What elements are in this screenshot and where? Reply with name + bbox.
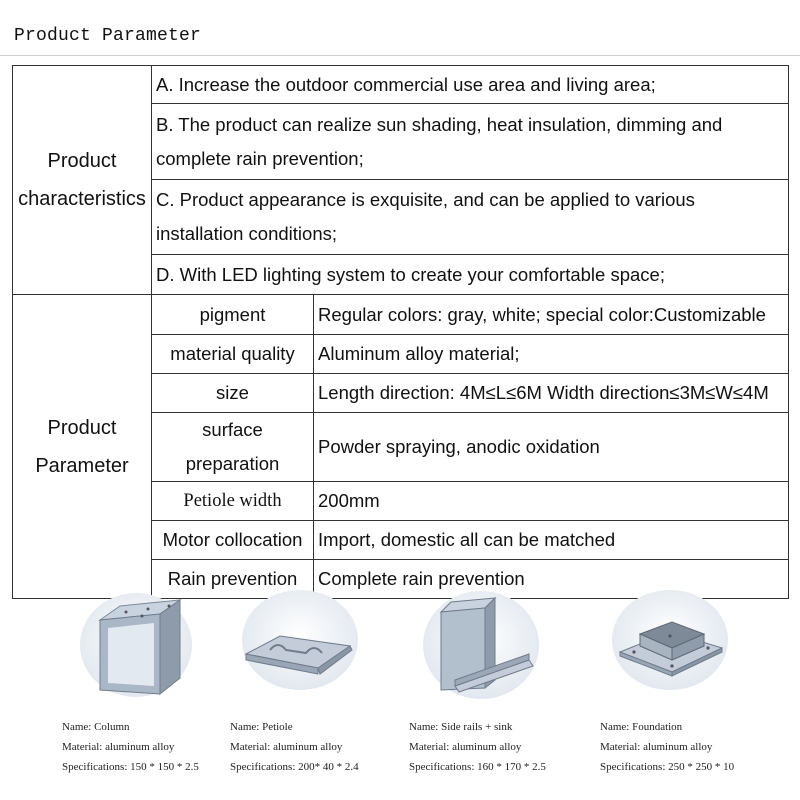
param-value: Regular colors: gray, white; special color:Customizable (314, 295, 789, 335)
page-title: Product Parameter (14, 26, 202, 46)
param-name: Rain prevention (152, 560, 314, 599)
param-value: 200mm (314, 482, 789, 521)
param-value: Aluminum alloy material; (314, 335, 789, 374)
part-spec: Specifications: 250 * 250 * 10 (600, 761, 735, 773)
param-name: material quality (152, 335, 314, 374)
characteristic-item: A. Increase the outdoor commercial use area and living area; (152, 66, 789, 104)
part-spec: Specifications: 200* 40 * 2.4 (230, 761, 359, 773)
part-caption (600, 717, 790, 777)
part-column (62, 590, 252, 790)
param-name: Petiole width (152, 482, 314, 521)
part-petiole (230, 590, 420, 790)
side-rails-image (421, 590, 541, 700)
parameter-table (12, 65, 789, 599)
characteristic-item: B. The product can realize sun shading, heat insulation, dimming and complete rain prevention; (152, 104, 789, 180)
table-row (13, 66, 789, 104)
parts-gallery (0, 590, 800, 800)
part-caption (409, 717, 599, 777)
param-value: Import, domestic all can be matched (314, 521, 789, 560)
param-name: size (152, 374, 314, 413)
param-value: Complete rain prevention (314, 560, 789, 599)
part-name: Name: Side rails + sink (409, 721, 513, 733)
part-material: Material: aluminum alloy (230, 741, 343, 753)
part-material: Material: aluminum alloy (62, 741, 175, 753)
parameters-label: Product Parameter (13, 295, 152, 599)
part-material: Material: aluminum alloy (600, 741, 713, 753)
characteristic-item: D. With LED lighting system to create your comfortable space; (152, 255, 789, 295)
param-name: pigment (152, 295, 314, 335)
part-name: Name: Petiole (230, 721, 293, 733)
part-caption (62, 717, 252, 777)
param-value: Powder spraying, anodic oxidation (314, 413, 789, 482)
characteristic-item: C. Product appearance is exquisite, and can be applied to various installation conditions; (152, 180, 789, 255)
table-row (13, 295, 789, 335)
part-side-rails (409, 590, 599, 790)
part-caption (230, 717, 420, 777)
param-value: Length direction: 4M≤L≤6M Width direction≤3M≤W≤4M (314, 374, 789, 413)
part-spec: Specifications: 150 * 150 * 2.5 (62, 761, 199, 773)
part-name: Name: Foundation (600, 721, 683, 733)
foundation-image (610, 590, 730, 700)
part-foundation (600, 590, 790, 790)
characteristics-label: Product characteristics (13, 66, 152, 295)
part-spec: Specifications: 160 * 170 * 2.5 (409, 761, 546, 773)
divider (0, 55, 800, 56)
petiole-image (240, 590, 360, 700)
part-material: Material: aluminum alloy (409, 741, 522, 753)
param-name: surface preparation (152, 413, 314, 482)
part-name: Name: Column (62, 721, 130, 733)
param-name: Motor collocation (152, 521, 314, 560)
column-image (76, 590, 196, 700)
